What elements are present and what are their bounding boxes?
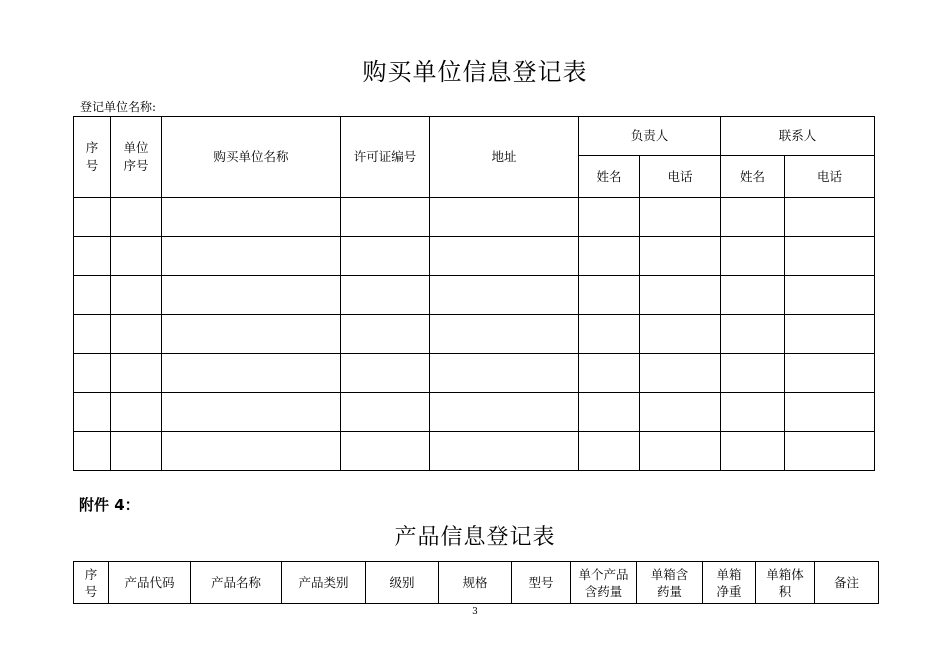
blank-cell[interactable] (721, 432, 785, 471)
blank-cell[interactable] (162, 432, 341, 471)
blank-cell[interactable] (341, 237, 430, 276)
blank-cell[interactable] (721, 393, 785, 432)
form1-title: 购买单位信息登记表 (362, 58, 588, 86)
blank-cell[interactable] (579, 198, 640, 237)
blank-cell[interactable] (111, 354, 162, 393)
blank-cell[interactable] (721, 198, 785, 237)
blank-cell[interactable] (430, 237, 579, 276)
blank-cell[interactable] (74, 315, 111, 354)
header-buyer-name: 购买单位名称 (162, 117, 341, 198)
header-license-no: 许可证编号 (341, 117, 430, 198)
blank-cell[interactable] (74, 354, 111, 393)
blank-cell[interactable] (111, 432, 162, 471)
table-row (74, 315, 875, 354)
blank-cell[interactable] (579, 432, 640, 471)
blank-cell[interactable] (162, 276, 341, 315)
header-grade: 级别 (366, 562, 439, 604)
header-contact: 联系人 (721, 117, 875, 156)
blank-cell[interactable] (785, 198, 875, 237)
blank-cell[interactable] (579, 237, 640, 276)
blank-cell[interactable] (162, 198, 341, 237)
blank-cell[interactable] (74, 432, 111, 471)
blank-cell[interactable] (111, 237, 162, 276)
blank-cell[interactable] (785, 315, 875, 354)
blank-cell[interactable] (640, 198, 721, 237)
blank-cell[interactable] (785, 354, 875, 393)
blank-cell[interactable] (640, 432, 721, 471)
blank-cell[interactable] (341, 393, 430, 432)
blank-cell[interactable] (162, 237, 341, 276)
blank-cell[interactable] (111, 198, 162, 237)
blank-cell[interactable] (640, 354, 721, 393)
blank-cell[interactable] (430, 393, 579, 432)
blank-cell[interactable] (341, 198, 430, 237)
blank-cell[interactable] (111, 276, 162, 315)
blank-cell[interactable] (341, 276, 430, 315)
table-row (74, 354, 875, 393)
blank-cell[interactable] (341, 315, 430, 354)
blank-cell[interactable] (111, 393, 162, 432)
header-box-weight: 单箱净重 (703, 562, 756, 604)
blank-cell[interactable] (579, 354, 640, 393)
blank-cell[interactable] (162, 315, 341, 354)
blank-cell[interactable] (721, 276, 785, 315)
header-seq: 序号 (74, 117, 111, 198)
header-product-category: 产品类别 (282, 562, 366, 604)
blank-cell[interactable] (430, 315, 579, 354)
blank-cell[interactable] (111, 315, 162, 354)
blank-cell[interactable] (430, 354, 579, 393)
header-responsible-phone: 电话 (640, 156, 721, 198)
blank-cell[interactable] (430, 198, 579, 237)
blank-cell[interactable] (640, 276, 721, 315)
blank-cell[interactable] (430, 432, 579, 471)
header-model: 型号 (512, 562, 571, 604)
table-row (74, 393, 875, 432)
header-spec: 规格 (439, 562, 512, 604)
blank-cell[interactable] (74, 276, 111, 315)
blank-cell[interactable] (640, 315, 721, 354)
annex-label: 附件 4： (79, 496, 140, 514)
header-product-name: 产品名称 (191, 562, 282, 604)
blank-cell[interactable] (721, 315, 785, 354)
header-box-volume: 单箱体积 (756, 562, 815, 604)
header-responsible-name: 姓名 (579, 156, 640, 198)
table-row (74, 276, 875, 315)
form2-title: 产品信息登记表 (394, 525, 556, 550)
registrant-label: 登记单位名称: (80, 100, 157, 114)
header-address: 地址 (430, 117, 579, 198)
blank-cell[interactable] (579, 276, 640, 315)
page-number: 3 (472, 607, 478, 617)
blank-cell[interactable] (74, 198, 111, 237)
blank-cell[interactable] (341, 432, 430, 471)
blank-cell[interactable] (785, 432, 875, 471)
table-row (74, 198, 875, 237)
header-product-code: 产品代码 (109, 562, 191, 604)
blank-cell[interactable] (74, 393, 111, 432)
header-remarks: 备注 (815, 562, 879, 604)
blank-cell[interactable] (162, 393, 341, 432)
product-info-table (73, 561, 879, 604)
blank-cell[interactable] (74, 237, 111, 276)
blank-cell[interactable] (341, 354, 430, 393)
table-row (74, 432, 875, 471)
header-unit-charge: 单个产品含药量 (571, 562, 637, 604)
header-contact-name: 姓名 (721, 156, 785, 198)
blank-cell[interactable] (785, 393, 875, 432)
blank-cell[interactable] (640, 237, 721, 276)
header-unit-seq: 单位序号 (111, 117, 162, 198)
blank-cell[interactable] (430, 276, 579, 315)
blank-cell[interactable] (721, 237, 785, 276)
header-box-charge: 单箱含药量 (637, 562, 703, 604)
blank-cell[interactable] (785, 237, 875, 276)
blank-cell[interactable] (579, 315, 640, 354)
header-responsible: 负责人 (579, 117, 721, 156)
blank-cell[interactable] (785, 276, 875, 315)
blank-cell[interactable] (640, 393, 721, 432)
header-contact-phone: 电话 (785, 156, 875, 198)
blank-cell[interactable] (162, 354, 341, 393)
blank-cell[interactable] (721, 354, 785, 393)
table-row (74, 237, 875, 276)
buyer-info-table (73, 116, 875, 471)
blank-cell[interactable] (579, 393, 640, 432)
header-seq: 序号 (74, 562, 109, 604)
